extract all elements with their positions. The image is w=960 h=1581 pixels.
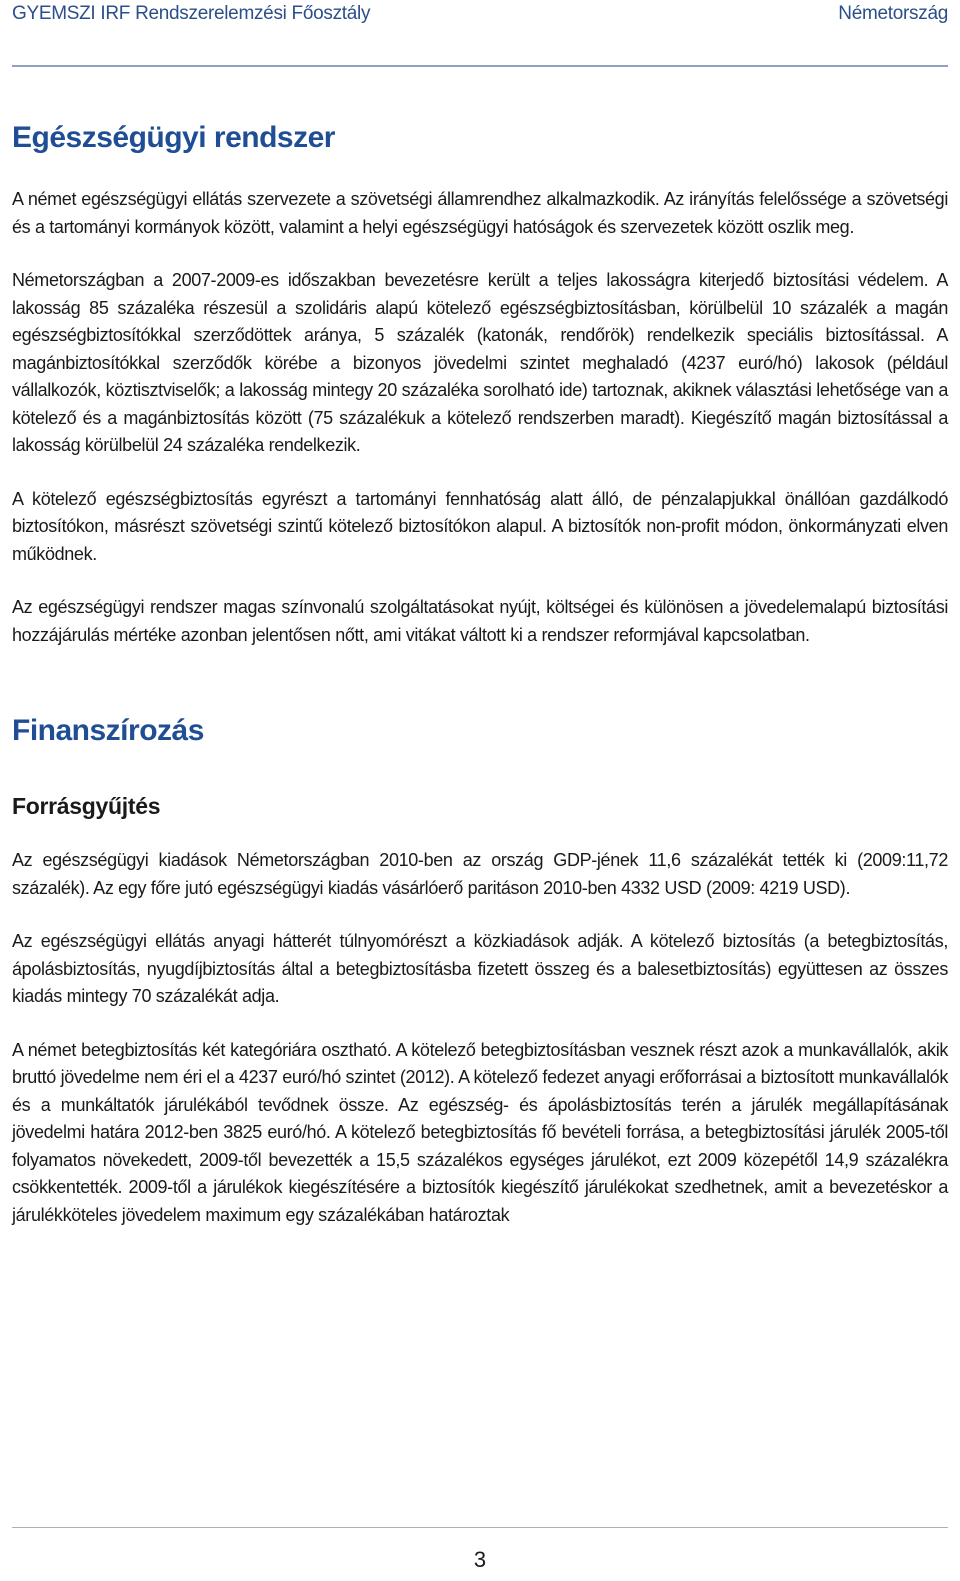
header-organization: GYEMSZI IRF Rendszerelemzési Főosztály bbox=[12, 3, 371, 24]
footer-divider bbox=[12, 1527, 948, 1528]
paragraph: Németországban a 2007-2009-es időszakban bevezetésre került a teljes lakosságra kiterjedő biztosítási védelem. A lakosság 85 százaléka részesül a szolidáris alapú kötelező egészségbiztosításban, körülbelül 10 százalék a magán egészségbiztosítókkal szerződöttek aránya, 5 százalék (katonák, rendőrök) rendelkezik speciális biztosítással. A magánbiztosítókkal szerződők körébe a bizonyos jövedelmi szintet meghaladó (4237 euró/hó) lakosok (például vállalkozók, köztisztviselők; a lakosság mintegy 20 százaléka sorolható ide) tartoznak, akiknek választási lehetősége van a kötelező és a magánbiztosítás között (75 százalékuk a kötelező rendszerben maradt). Kiegészítő magán biztosítással a lakosság körülbelül 24 százaléka rendelkezik. bbox=[12, 270, 948, 455]
paragraph: A kötelező egészségbiztosítás egyrészt a tartományi fennhatóság alatt álló, de pénzalapjukkal önállóan gazdálkodó biztosítókon, másrészt szövetségi szintű kötelező biztosítókon alapul. A biztosítók non-profit módon, önkormányzati elven működnek. bbox=[12, 488, 948, 564]
paragraph: Az egészségügyi ellátás anyagi hátterét túlnyomórészt a közkiadások adják. A kötelező biztosítás (a betegbiztosítás, ápolásbiztosítás, nyugdíjbiztosítás által a betegbiztosításba fizetett összeg és a balesetbiztosítás) együttesen az összes kiadás mintegy 70 százalékát adja. bbox=[12, 931, 948, 1006]
section-title-financing: Finanszírozás bbox=[12, 714, 204, 747]
paragraph: A német betegbiztosítás két kategóriára osztható. A kötelező betegbiztosításban vesznek részt azok a munkavállalók, akik bruttó jövedelme nem éri el a 4237 euró/hó szintet (2012). A kötelező fedezet anyagi erőforrásai a biztosított munkavállalók és a munkáltatók járulékából tevődnek össze. Az egészség- és ápolásbiztosítás terén a járulék megállapításának jövedelmi határa 2012-ben 3825 euró/hó. A kötelező betegbiztosítás fő bevételi forrása, a betegbiztosítási járulék 2005-től folyamatos növekedett, 2009-től bevezették a 15,5 százalékos egységes járulékot, ezt 2009 közepétől 14,9 százalékra csökkentették. 2009-től a járulékok kiegészítésére a biztosítók kiegészítő járulékokat szedhetnek, amit a bevezetéskor a járulékköteles jövedelem maximum egy százalékában határoztak bbox=[12, 1039, 948, 1225]
header-country: Németország bbox=[838, 3, 948, 24]
document-body bbox=[12, 118, 948, 1229]
paragraph: A német egészségügyi ellátás szervezete a szövetségi államrendhez alkalmazkodik. Az irányítás felelőssége a szövetségi és a tartományi kormányok között, valamint a helyi egészségügyi hatóságok és szervezetek között oszlik meg. bbox=[12, 189, 948, 237]
header-divider bbox=[12, 65, 948, 67]
paragraph: Az egészségügyi rendszer magas színvonalú szolgáltatásokat nyújt, költségei és különösen a jövedelemalapú biztosítási hozzájárulás mértéke azonban jelentősen nőtt, ami vitákat váltott ki a rendszer reformjával kapcsolatban. bbox=[12, 597, 948, 645]
page-number: 3 bbox=[473, 1547, 487, 1572]
section-title-healthcare: Egészségügyi rendszer bbox=[12, 121, 335, 154]
subsection-title-revenue: Forrásgyűjtés bbox=[12, 793, 161, 819]
paragraph: Az egészségügyi kiadások Németországban 2010-ben az ország GDP-jének 11,6 százalékát tették ki (2009:11,72 százalék). Az egy főre jutó egészségügyi kiadás vásárlóerő paritáson 2010-ben 4332 USD (2009: 4219 USD). bbox=[12, 850, 948, 898]
page-header bbox=[12, 0, 948, 30]
